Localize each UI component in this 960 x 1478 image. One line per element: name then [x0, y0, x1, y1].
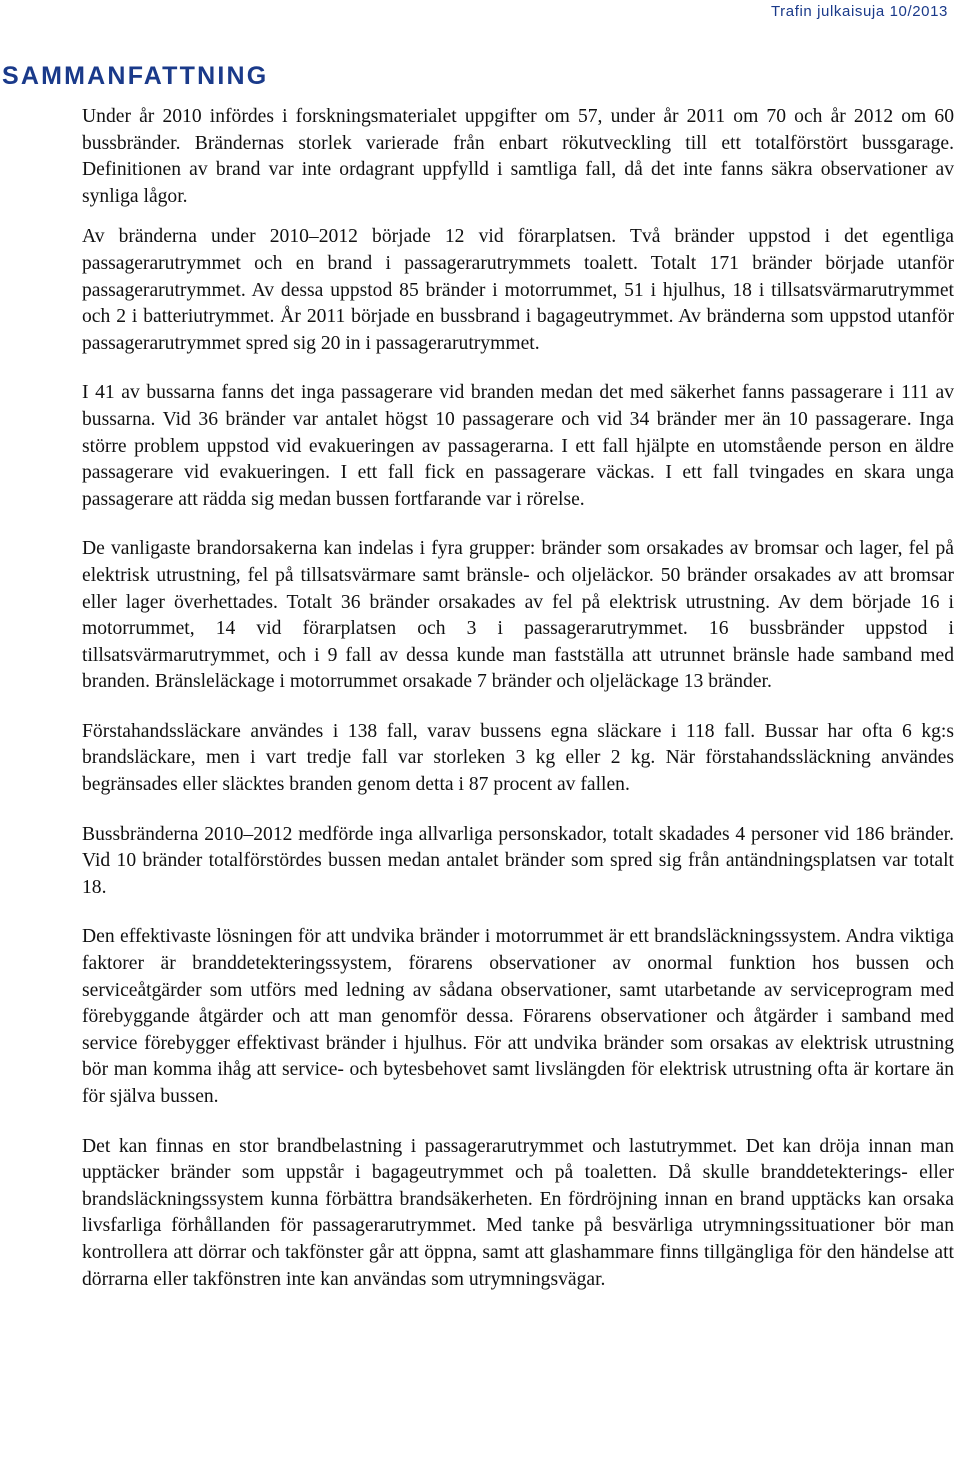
paragraph-injuries: Bussbränderna 2010–2012 medförde inga allvarliga personskador, totalt skadades 4 personer vid 186 bränder. Vid 10 bränder totalförstördes bussen medan antalet bränder som spred sig från antändningsplatsen var totalt 18. — [82, 823, 954, 898]
paragraph-passengers: I 41 av bussarna fanns det inga passagerare vid branden medan det med säkerhet fanns passagerare i 111 av bussarna. Vid 36 bränder var antalet högst 10 passagerare och vid 34 bränder mer än 10 passagerare. Inga större problem uppstod vid evakueringen av passagerarna. I ett fall hjälpte en utomstående person en äldre passagerare vid evakueringen. I ett fall fick en passagerare väckas. I ett fall tvingades en skara unga passagerare att rädda sig medan bussen fortfarande var i rörelse. — [82, 382, 954, 510]
paragraph-fire-load: Det kan finnas en stor brandbelastning i passagerarutrymmet och lastutrymmet. Det kan dröja innan man upptäcker bränder som uppstår i bagageutrymmet och på toaletten. Då skulle branddetekterings- eller brandsläckningssystem kunna förbättra brandsäkerheten. En fördröjning innan en brand upptäcks kan orsaka livsfarliga förhållanden för passagerarutrymmet. Med tanke på besvärliga utrymningssituationer bör man kontrollera att dörrar och takfönster går att öppna, samt att glashammare finns tillgängliga för den händelse att dörrarna eller takfönstren inte kan användas som utrymningsvägar. — [82, 1135, 954, 1290]
paragraph-fire-causes: De vanligaste brandorsakerna kan indelas i fyra grupper: bränder som orsakades av bromsar och lager, fel på elektrisk utrustning, fel på tillsatsvärmare samt bränsle- och oljeläckor. 50 bränder orsakades av att bromsar eller lager överhettades. Totalt 36 bränder orsakades av fel på elektrisk utrustning. Av dem började 16 i motorrummet, 14 vid förarplatsen och 3 i passagerarutrymmet. 16 bussbränder uppstod i tillsatsvärmarutrymmet, och i 9 fall av dessa kunde man fastställa att utrunnet bränsle hade samband med branden. Bränsleläckage i motorrummet orsakade 7 bränder och oljeläckage 13 bränder. — [82, 538, 954, 693]
paragraph-fire-origins: Av bränderna under 2010–2012 började 12 vid förarplatsen. Två bränder uppstod i det egentliga passagerarutrymmet och en brand i passagerarutrymmets toalett. Totalt 171 bränder började utanför passagerarutrymmet. Av dessa uppstod 85 bränder i motorrummet, 51 i hjulhus, 18 i tillsatsvärmarutrymmet och 2 i batteriutrymmet. År 2011 började en bussbrand i bagageutrymmet. Av bränderna som uppstod utanför passagerarutrymmet spred sig 20 in i passagerarutrymmet. — [82, 226, 954, 354]
paragraph-prevention: Den effektivaste lösningen för att undvika bränder i motorrummet är ett brandsläckningssystem. Andra viktiga faktorer är branddetekteringssystem, förarens observationer av onormal funktion hos bussen och serviceåtgärder som utförs med ledning av sådana observationer, samt utarbetande av serviceprogram med förebyggande åtgärder och att man genomför dessa. Förarens observationer och åtgärder i samband med service förebygger effektivast bränder i hjulhus. För att undvika bränder som orsakas av elektrisk utrustning bör man komma ihåg att service- och bytesbehovet samt livslängden för elektrisk utrustning ofta är kortare än för själva bussen. — [82, 926, 954, 1107]
paragraph-extinguishers: Förstahandssläckare användes i 138 fall, varav bussens egna släckare i 118 fall. Bussar har ofta 6 kg:s brandsläckare, men i vart tredje fall var storleken 3 kg eller 2 kg. När förstahandssläckning användes begränsades eller släcktes branden genom detta i 87 procent av fallen. — [82, 720, 954, 796]
running-header: Trafin julkaisuja 10/2013 — [770, 3, 948, 20]
section-title: SAMMANFATTNING — [2, 62, 269, 90]
paragraph-intro: Under år 2010 infördes i forskningsmaterialet uppgifter om 57, under år 2011 om 70 och år 2012 om 60 bussbränder. Brändernas storlek varierade från enbart rökutveckling till ett totalförstört bussgarage. Definitionen av brand var inte ordagrant uppfylld i samtliga fall, då det inte fanns säkra observationer av synliga lågor. — [82, 106, 954, 207]
summary-body — [82, 104, 954, 1316]
